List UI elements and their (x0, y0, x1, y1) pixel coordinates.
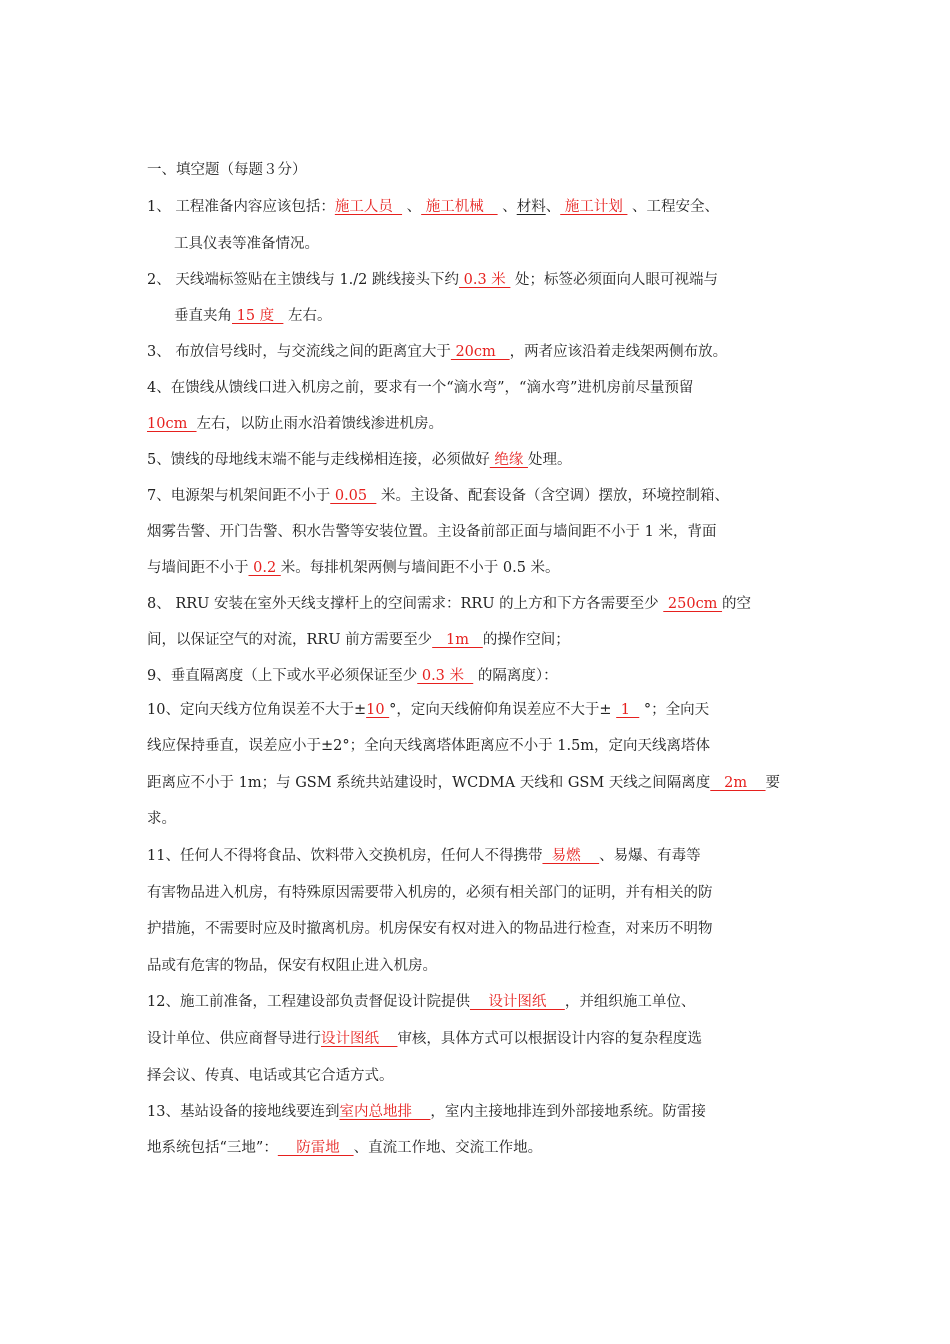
question-text: 护措施，不需要时应及时撤离机房。机房保安有权对进入的物品进行检查，对来历不明物 (147, 921, 713, 937)
answer-blank: 0.3 米 (459, 272, 511, 288)
question-text: 左右。 (283, 308, 332, 324)
question-line (147, 956, 437, 976)
question-text: 与墙间距不小于 (147, 560, 249, 576)
answer-blank: 室内总地排 (339, 1104, 431, 1120)
answer-blank: 设计图纸 (321, 1031, 398, 1047)
answer-blank: 易燃 (542, 848, 600, 864)
question-text: 的操作空间； (482, 632, 570, 648)
question-text: 11、任何人不得将食品、饮料带入交换机房，任何人不得携带 (147, 848, 543, 864)
answer-blank: 施工计划 (560, 199, 628, 215)
question-text: 垂直夹角 (174, 308, 232, 324)
question-text: 、 (545, 199, 561, 215)
question-line (147, 522, 716, 542)
question-text: 、直流工作地、交流工作地。 (353, 1140, 543, 1156)
question-text: 审核，具体方式可以根据设计内容的复杂程度选 (397, 1031, 702, 1047)
section-heading (147, 160, 307, 180)
question-text: 求。 (147, 811, 176, 827)
question-text: ，室内主接地排连到外部接地系统。防雷接 (430, 1104, 706, 1120)
question-line (147, 270, 718, 290)
answer-blank: 10cm (147, 416, 197, 432)
question-text: 地系统包括“三地”： (147, 1140, 278, 1156)
answer-blank: 10 (366, 702, 390, 718)
question-line (147, 1029, 702, 1049)
question-text: 8、 RRU 安装在室外天线支撑杆上的空间需求：RRU 的上方和下方各需要至少 (147, 596, 664, 612)
question-line (147, 883, 713, 903)
question-line (147, 594, 751, 614)
question-text: 一、填空题（每题３分） (147, 162, 307, 178)
question-text: 、易爆、有毒等 (599, 848, 701, 864)
question-text: 7、电源架与机架间距不小于 (147, 488, 331, 504)
question-text: 10、定向天线方位角误差不大于± (147, 702, 367, 718)
question-text: 处理。 (527, 452, 572, 468)
question-line (147, 486, 729, 506)
answer-blank: 设计图纸 (469, 994, 565, 1010)
answer-blank: 防雷地 (277, 1140, 354, 1156)
question-line (147, 700, 709, 720)
question-text: 要 (765, 775, 781, 791)
question-text: 处；标签必须面向人眼可视端与 (510, 272, 718, 288)
question-text: 米。主设备、配套设备（含空调）摆放，环境控制箱、 (376, 488, 729, 504)
question-line (147, 342, 727, 362)
question-text: 有害物品进入机房，有特殊原因需要带入机房的，必须有相关部门的证明，并有相关的防 (147, 885, 713, 901)
question-text: °；全向天 (639, 702, 710, 718)
answer-blank: 施工机械 (421, 199, 498, 215)
question-text: 烟雾告警、开门告警、积水告警等安装位置。主设备前部正面与墙间距不小于 1 米，背面 (147, 524, 717, 540)
question-text: ，并组织施工单位、 (564, 994, 696, 1010)
answer-blank: 250cm (663, 596, 723, 612)
question-line (147, 1066, 394, 1086)
answer-blank: 15 度 (232, 308, 284, 324)
question-line (147, 414, 443, 434)
question-line (147, 197, 719, 217)
question-text: 12、施工前准备，工程建设部负责督促设计院提供 (147, 994, 470, 1010)
question-text: 线应保持垂直，误差应小于±2°；全向天线离塔体距离应不小于 1.5m，定向天线离塔体 (147, 738, 711, 754)
answer-blank: 1m (432, 632, 483, 648)
question-text: 、 (402, 199, 422, 215)
question-text: 9、垂直隔离度（上下或水平必须保证至少 (147, 668, 418, 684)
question-text: 间，以保证空气的对流，RRU 前方需要至少 (147, 632, 433, 648)
answer-blank: 20cm (450, 344, 510, 360)
question-text: 的隔离度）： (473, 668, 558, 684)
question-text: 5、馈线的母地线末端不能与走线梯相连接，必须做好 (147, 452, 490, 468)
question-text: 3、 布放信号线时，与交流线之间的距离宜大于 (147, 344, 451, 360)
question-line (147, 736, 710, 756)
question-text: 左右，以防止雨水沿着馈线渗进机房。 (196, 416, 444, 432)
question-line (147, 992, 695, 1012)
question-text: 择会议、传真、电话或其它合适方式。 (147, 1068, 394, 1084)
question-text: 2、 天线端标签贴在主馈线与 1./2 跳线接头下约 (147, 272, 459, 288)
answer-blank: 0.2 (248, 560, 281, 576)
answer-blank: 0.05 (330, 488, 377, 504)
answer-blank: 2m (710, 775, 766, 791)
question-text: 设计单位、供应商督导进行 (147, 1031, 321, 1047)
question-line (147, 1102, 706, 1122)
question-text: 距离应不小于 1m；与 GSM 系统共站建设时，WCDMA 天线和 GSM 天线之间隔离度 (147, 775, 711, 791)
answer-blank: 1 (616, 702, 640, 718)
question-text: 4、在馈线从馈线口进入机房之前，要求有一个“滴水弯”，“滴水弯”进机房前尽量预留 (147, 380, 694, 396)
question-text: °，定向天线俯仰角误差应不大于± (389, 702, 617, 718)
question-text: 、工程安全、 (627, 199, 720, 215)
question-text: 工具仪表等准备情况。 (174, 236, 319, 252)
question-text: 品或有危害的物品，保安有权阻止进入机房。 (147, 958, 437, 974)
question-line (147, 378, 693, 398)
question-line (147, 809, 176, 829)
question-line (147, 773, 780, 793)
question-line (147, 919, 713, 939)
question-line (147, 630, 570, 650)
question-text: ，两者应该沿着走线架两侧布放。 (509, 344, 728, 360)
question-text: 米。每排机架两侧与墙间距不小于 0.5 米。 (280, 560, 560, 576)
question-line (174, 234, 319, 254)
question-line (147, 666, 558, 686)
question-line (147, 846, 701, 866)
answer-blank: 0.3 米 (417, 668, 474, 684)
question-text: 13、基站设备的接地线要连到 (147, 1104, 340, 1120)
question-line (147, 558, 560, 578)
question-line (147, 450, 571, 470)
underlined-answer: 材料 (516, 199, 546, 215)
question-text: 的空 (722, 596, 752, 612)
answer-blank: 绝缘 (489, 452, 528, 468)
question-line (147, 1138, 542, 1158)
question-text: 、 (497, 199, 517, 215)
question-text: 1、 工程准备内容应该包括： (147, 199, 335, 215)
question-line (174, 306, 332, 326)
answer-blank: 施工人员 (334, 199, 403, 215)
